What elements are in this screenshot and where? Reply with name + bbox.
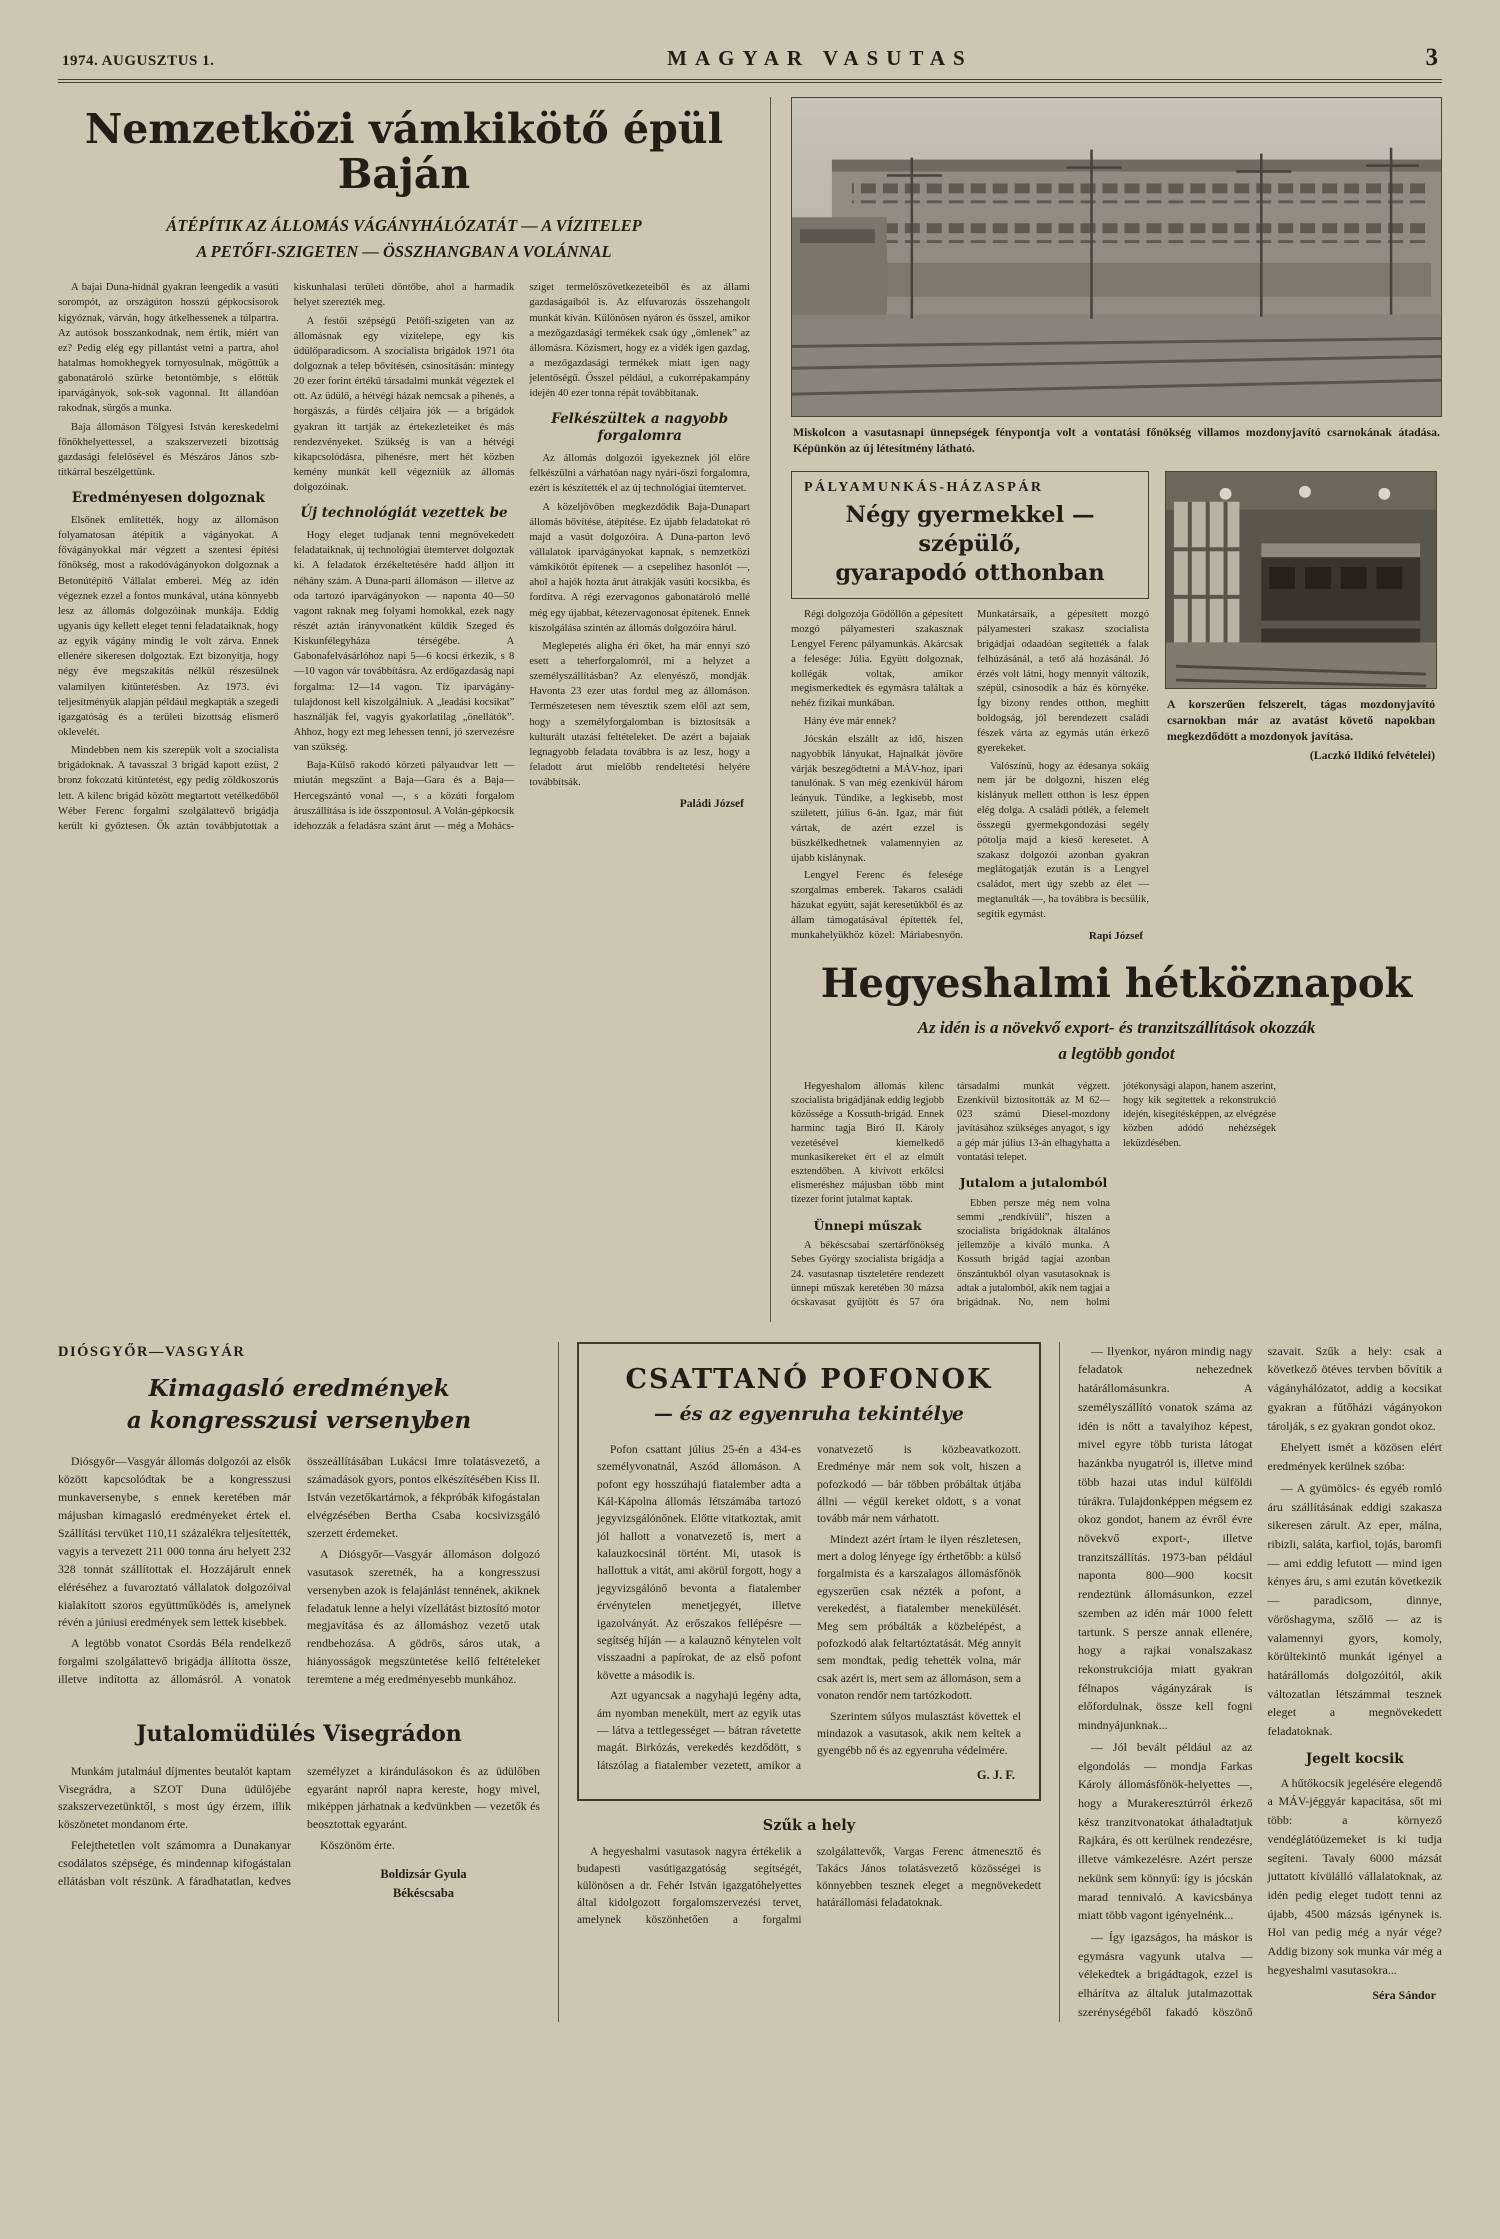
csattano-body [597, 1441, 1021, 1785]
newspaper-title: MAGYAR VASUTAS [667, 46, 973, 70]
csattano-article-box [577, 1342, 1041, 1801]
diosgyor-body [58, 1453, 540, 1690]
diosgyor-headline [88, 1373, 510, 1437]
lead-article [58, 97, 770, 1322]
hegyeshalom-subhead-line1: Az idén is a növekvő export- és tranzitszállítások okozzák [917, 1018, 1316, 1038]
paragraph: Jócskán elszállt az idő, hiszen nagyobbik lányukat, Hajnalkát jövőre várják beszegődtetni a MÁV-hoz, ipari tanulónak. S van még ezenkívül három leányuk. Tündike, a legkisebb, most született, július 6-án. Igaz, már fiút vártak, de azért ezzel is büszkélkedhetnek valamennyien az újabb kislánynak. [791, 733, 963, 864]
paragraph: A bajai Duna-hídnál gyakran leengedik a vasúti sorompót, az országúton hosszú gépkocsisorok kígyóznak, várván, hogy átkelhessenek a túlpartra. Az autósok bosszankodnak, nem értik, miért van ez? Pedig elég egy pillantást vetni a partra, ahol hatalmas homokhegyek tornyosulnak, mögöttük a gabonatároló szürke betontömbje, s előttük iparvágányok, sok-sok vagonnal. Itt állandóan rakodnak, sürgős a munka. [58, 282, 279, 415]
paragraph: Baja-Külső rakodó körzeti pályaudvar lett — miután megszűnt a Baja—Gara és a Baja—Hercegszántó vonal —, s a közúti forgalom áruszállítása is ide összpontosul. A Volán-gépkocsik idehozzák a feladásra szánt árut — még a Mohács-sziget termelőszövetkezeteiből és az állami gazdaságaiból is. Az elfuvarozás összehangolt munkát kíván. Különösen nyáron és ősszel, amikor a mezőgazdasági termékek csak úgy „ömlenek” az állomásra. Közismert, hogy ez a vidék igen gazdag, a mezőgazdasági termékek miatt igen nagy jelentőségű. Ősszel például, a cukorrépakampány idején 40 ezer tonna répát továbbítanak. [293, 282, 750, 832]
lead-intro [58, 280, 279, 480]
paragraph: Elsőnek említették, hogy az állomáson folyamatosan átépítik a vágányokat. A fővágányokkal már végzett a szentesi építési főnökség, most a rakodóvágányokon dolgoznak a Betonútépítő Vállalat emberei. Még az idén végeznek ezzel a fontos munkával, utána könnyebb lesz az állomás dolgozóinak munkája. Eddig ugyanis úgy kellett eleget tenni feladataiknak, hogy az egyik vágány mindig le volt zárva. Ennek ellenére sikeresen dolgoztak. Ezt bizonyítja, hogy négy éve megszakítás nélkül részesülnek valamilyen kitüntetésben. Az 1973. évi teljesítményük alapján például megkapták a szegedi igazgatóság és a területi bizottság elismerő oklevelét. [58, 515, 279, 738]
bottom-right-column [1060, 1342, 1442, 2022]
hegyeshalom-part2b [1268, 1774, 1443, 1980]
paragraph: Munkám jutalmául díjmentes beutalót kaptam Visegrádra, a SZOT Duna üdülőjébe szakszervezetünktől, s most úgy érzem, illik köszönetet mondanom érte. [58, 1763, 291, 1832]
palyamunkas-header-box [791, 471, 1149, 600]
photo-mozdonyjavito-csarnok-exterior [791, 97, 1442, 417]
diosgyor-paras [58, 1453, 540, 1690]
bottom-left-column [58, 1342, 558, 2022]
palyamunkas-paras [791, 608, 1149, 944]
bottom-center-column [558, 1342, 1060, 2022]
hegyeshalom-body-part2 [1078, 1342, 1442, 2022]
page-number: 3 [1425, 44, 1438, 71]
jutalomudules-place: Békéscsaba [392, 1885, 455, 1900]
right-column-stack [770, 97, 1442, 1322]
palyamunkas-body [791, 608, 1149, 944]
csattano-subtitle: — és az egyenruha tekintélye [654, 1402, 964, 1425]
lead-subhead-line2: A PETŐFI-SZIGETEN — ÖSSZHANGBAN A VOLÁNNAL [196, 241, 612, 261]
jutalomudules-signature-block [307, 1865, 540, 1903]
masthead-rule [58, 82, 1442, 83]
paragraph: Baja állomáson Tölgyesi István kereskedelmi főnökhelyettessel, a szakszervezeti bizottság gazdasági felelősével és Mészáros János szb-titkárral beszélgettünk. [58, 421, 279, 478]
lead-section2-heading: Új technológiát vezettek be [300, 505, 508, 522]
hegyeshalom-heading-unnepi: Ünnepi műszak [813, 1217, 922, 1233]
lead-subhead-line1: ÁTÉPÍTIK AZ ÁLLOMÁS VÁGÁNYHÁLÓZATÁT — A VÍZITELEP [166, 216, 642, 236]
paragraph: A hegyeshalmi vasutasok nagyra értékelik a budapesti vasútigazgatóság segítségét, különösen a dr. Fehér István igazgatóhelyettes által kidolgozott forgalomszervezési tervet, amelynek köszönhetően a forgalmi szolgálattevők, Vargas Ferenc átmenesztő és Takács János tolatásvezető közösségei is könnyebben tesznek eleget a megnövekedett határállomási feladatoknak. [577, 1845, 1041, 1926]
paragraph: — Így igazságos, ha máskor is egymásra vagyunk utalva — vélekedtek a brigádtagok, ezzel is elhárítva az általuk jutalmazottak szerénységéből fakadó köszönő szavait. Szűk a hely: csak a következő ötéves tervben bővítik a vágányhálózatot, addig a kocsikat gyakran a fűtőházi vágányokon tárolják, s ez gyakran gondot okoz. [1078, 1343, 1442, 2019]
photo2-caption [1167, 696, 1435, 764]
hegyeshalom-part3-paras [577, 1844, 1041, 1930]
lead-body [58, 280, 750, 834]
paragraph: A legtöbb vonatot Csordás Béla rendelkező forgalmi szolgálattevő brigádja állította össze, illetve indította az állomásról. A vonatok összeállításában Lukácsi Imre tolatásvezető, a számadások gyors, pontos elkészítésében Kiss II. István vezetőkartárnok, a fékpróbák kifogástalan elvégzésében Bertha Csaba kocsivizsgáló szerzett érdemeket. [58, 1454, 540, 1687]
paragraph: Mindezt azért írtam le ilyen részletesen, mert a dolog lényege így érthetőbb: a külső forgalmista és a karszalagos állomásfőnök egyszerűen csak nézték a pofont, a verekedést, a fiatalember menekülését. Meg sem próbálták a közbelépést, a pofozkodó alak feltartóztatását. Még annyit sem mondtak, pedig tehették volna, már csak azért is, mert sem az állomáson, sem a vonaton rendőr nem tartózkodott. [817, 1532, 1021, 1703]
lead-section1-heading: Eredményesen dolgoznak [71, 490, 265, 507]
palyamunkas-signature: Rapi József [1088, 929, 1143, 942]
paragraph: Azt ugyancsak a nagyhajú legény adta, ám nyomban menekült, mert az egyik utas — látva a tettlegességet — bátran rávetette magát. Birkózás, verekedés kezdődött, s látszólag a fiatalember vezetett, amikor a vonatvezető is közbeavatkozott. Eredménye már nem sok volt, hiszen a pofozkodó — bár többen próbáltak útjába állni — végül kereket oldott, s a vonat tovább már nem várhatott. [597, 1442, 1021, 1772]
paragraph: Diósgyőr—Vasgyár állomás dolgozói az elsők között kapcsolódtak be a kongresszusi munkaversenybe, s ennek keretében már májusban kimagasló eredményeket értek el. Szállítási tervüket 110,11 százalékra teljesítették, vagyis a tervezett 211 000 tonna áru helyett 232 328 tonnát szállítottak el. Hozzájárult ennek eléréséhez a fuvaroztató vállalatok dolgozóival kialakított szoros együttműködés is, amelynek révén a júniusi eredmények sem lettek kisebbek. [58, 1454, 291, 1630]
csattano-paras [597, 1441, 1021, 1785]
photo2-block [1165, 471, 1437, 945]
diosgyor-headline-line2: a kongresszusi versenyben [126, 1406, 472, 1434]
upper-section [58, 97, 1442, 1322]
csattano-signature: G. J. F. [976, 1767, 1015, 1782]
paragraph: Az állomás dolgozói igyekeznek jól előre felkészülni a várhatóan nagy nyári-őszi forgalomra, ezért is készítették el az új technológiai ütemtervet. [529, 453, 750, 495]
paragraph: Hegyeshalom állomás kilenc szocialista brigádjának eddig legjobb közössége a Kossuth-brigád. Ennek harminc tagja Biró II. Károly vezetésével kiemelkedő munkasikereket ért el az elmúlt esztendőben. A kivívott erkölcsi elismeréshez májusban több mint tízezer forint jutalmat kaptak. [791, 1080, 944, 1206]
csattano-title: CSATTANÓ POFONOK [625, 1363, 993, 1395]
paragraph: A Diósgyőr—Vasgyár állomáson dolgozó vasutasok szeretnék, ha a kongresszusi versenyben azok is felajánlást tennének, akiknek feladatuk lenne a helyi vízellátást biztosító motor megjavítása és az állomáshoz vezető utak rendbehozása. A gödrös, sáros utak, a hiányosságok megszüntetése kellő feltételeket teremtene a még eredményesebb munkához. [307, 1546, 540, 1687]
hegyeshalom-body-part1 [791, 1080, 1442, 1322]
jutalomudules-article [58, 1721, 540, 1903]
lead-signature: Paládi József [679, 798, 744, 811]
hegyeshalom-heading-szuk: Szűk a hely [762, 1816, 856, 1834]
paragraph: Pofon csattant július 25-én a 434-es személyvonatnál, Aszód állomáson. A pofont egy hosszúhajú fiatalember adta a Kál-Kápolna állomás létszámába tartozó jegyvizsgálónőnek. Előtte vitatkoztak, amit jól hallott a vonatvezető is, mert a kalauzkocsinál történt. Mi, utasok is hallottuk a vitát, ami akörül forgott, hogy a jegyvizsgálónő bevonta a fiatalember érvénytelen menetjegyét, illetve igazolványát. Az erőszakos fellépésre — segítség híján — a kalauznő kénytelen volt visszaadni a papírokat, de az első pofont követte a második is. [597, 1442, 801, 1682]
hegyeshalom-article-top [791, 960, 1442, 1322]
palyamunkas-article [791, 471, 1149, 945]
lead-subhead [58, 213, 750, 264]
paragraph: A festői szépségű Petőfi-szigeten van az állomásnak egy vízitelepe, egy kis üdülőparadicsom. A szocialista brigádok 1971 óta dolgoznak a telep bővítésén, csinosításán: mintegy 20 ezer forint értékű társadalmi munkát végeztek el ott. Az üdülő, a hétvégi házak nemcsak a pihenés, a horgászás, a fürdés céljaira jók — a brigádok gyakran itt tartják az értekezleteiket és más rendezvényeket. Szükség is van a hétvégi kikapcsolódásra, pihenésre, mert hét közben kemény munkát kell végezniük az állomás dolgozóinak. [293, 315, 515, 494]
lower-section [58, 1342, 1442, 2022]
paragraph: Köszönöm érte. [320, 1838, 395, 1853]
hegyeshalom-part3-body [577, 1844, 1041, 1930]
palyamunkas-kicker: PÁLYAMUNKÁS-HÁZASPÁR [804, 479, 1044, 495]
jutalomudules-headline: Jutalomüdülés Visegrádon [136, 1720, 462, 1747]
paragraph: Valószínű, hogy az édesanya sokáig nem jár be dolgozni, hiszen elég kislányuk mellett otthon is lesz éppen elég dolga. A családi pótlék, a felemelt összegű gyermekgondozási segély pótolja majd a kieső keresetet. A szakasz dolgozói azonban gyakran meglátogatják ezután is a Lengyel családot, mert úgy szebb az élet — megtanulták —, ha továbbra is becsülik, segítik egymást. [977, 760, 1149, 920]
hegyeshalom-heading-jutalom: Jutalom a jutalomból [959, 1174, 1108, 1190]
paragraph: Lengyel Ferenc és felesége szorgalmas emberek. Takaros családi házukat együtt, saját keresetükből és az állam támogatásával építették fel, munkahelyükhöz közel: Máriabesnyőn. Munkatársaik, a gépesített mozgó pályamesteri szakasz szocialista brigádjai odaadóan segítették a falak felhúzásánál, a tető alá hozásánál. Jó érzés volt látni, hogy mennyit változik, szépül, csinosodik a ház és környéke. Így bizony rendes otthon, meghitt boldogság, jól berendezett családi fészek várta az egymás után érkező gyerekeket. [791, 609, 1149, 941]
jutalomudules-signature: Boldizsár Gyula [380, 1867, 467, 1882]
hegyeshalom-headline: Hegyeshalmi hétköznapok [820, 960, 1413, 1008]
diosgyor-kicker: DIÓSGYŐR—VASGYÁR [58, 1343, 246, 1360]
hegyeshalom-subhead-line2: a legtöbb gondot [1058, 1044, 1175, 1064]
paragraph: Mindebben nem kis szerepük volt a szocialista brigádoknak. A tavasszal 3 brigád kapott ezüst, 2 bronz fokozatú kitüntetést, egy pedig zöldkoszorús lett. A kilenc brigád között megtartott vetélkedőből Wéber Ferenc forgalmi szolgálattevő brigádja került ki győztesen. Ők aztán továbbjutottak a kiskunhalasi területi döntőbe, ahol a harmadik helyet szerezték meg. [58, 282, 515, 832]
paragraph: A közeljövőben megkezdődik Baja-Dunapart állomás bővítése, átépítése. Ez újabb feladatokat ró majd a vasút dolgozóira. A Duna-parton levő vállalatok iparvágányokat kapnak, s nemzetközi vámkikötőt építenek — a csepelihez hasonlót —, ahol a hajók hozta árut átrakják vasúti kocsikba, és fordítva. A régi ezervagonos gabonatároló mellé még egy újabbat, kétezervagonosat építenek. Ennek kiszolgálása szintén az állomás dolgozóira hárul. [529, 501, 750, 634]
paragraph: Ebben persze még nem volna semmi „rendkívüli”, hiszen a szocialista brigádoknak általános jellemzője a kiváló munka. A Kossuth brigád tagjai azonban önszántukból olyan vasutasoknak is adtak a jutalomból, akik nem tagjai a brigádnak. No, nem holmi jótékonysági alapon, hanem aszerint, hogy kik segítettek a rekonstrukció idején, kisegítésképpen, az elvégzése közben adódó nehézségek leküzdésében. [957, 1080, 1276, 1309]
diosgyor-article [58, 1344, 540, 1691]
jutalomudules-body [58, 1763, 540, 1903]
paragraph: Szerintem súlyos mulasztást követtek el mindazok a vasutasok, akik nem keltek a gyengébb nő és az egyenruha védelmére. [817, 1709, 1021, 1758]
paragraph: Régi dolgozója Gödöllőn a gépesített mozgó pályamesteri szakasznak Lengyel Ferenc pályamunkás. Akárcsak a felesége: Júlia. Együtt dolgoznak, kollégák voltak, amikor megismerkedtek és egymásra találtak a nehéz fizikai munkában. [791, 609, 963, 710]
paragraph: Felejthetetlen volt számomra a Dunakanyar csodálatos szépsége, és mindennap kifogástalan ellátásban volt részünk. A fáradhatatlan, kedves személyzet a kirándulásokon és az üdülőben egyaránt napról napra kereste, hogy mivel, miképpen járhatnak a kedvünkben — vezetők és beosztottak egyaránt. [58, 1763, 540, 1889]
paragraph: A békéscsabai szertárfőnökség Sebes György szocialista brigádja a 24. vasutasnap tiszteletére rendezett ünnepi műszak keretében 30 mázsa ócskavasat gyűjtött és 57 óra társadalmi munkát végzett. Ezenkívül biztosították az M 62—023 számú Diesel-mozdony javításához szükséges anyagot, s így a gép már július 13-án elhagyhatta a vontatási telepet. [791, 1080, 1110, 1309]
palyamunkas-headline [804, 501, 1136, 589]
hegyeshalom-heading-jegelt: Jegelt kocsik [1305, 1750, 1404, 1767]
hegyeshalom-part3 [577, 1817, 1041, 1930]
palyamunkas-headline-line1: Négy gyermekkel — szépülő, [845, 501, 1095, 557]
palyamunkas-row [791, 471, 1442, 945]
photo1-caption: Miskolcon a vasutasnapi ünnepségek fénypontja volt a vontatási főnökség villamos mozdonyjavító csarnokának átadása. Képünkön az új létesítmény látható. [793, 425, 1440, 456]
lead-section3 [529, 451, 750, 790]
palyamunkas-headline-line2: gyarapodó otthonban [835, 560, 1105, 587]
paragraph: — A gyümölcs- és egyéb romló áru szállításának eddigi szakasza sikeresen zárult. Az eper, málna, ribizli, saláta, karfiol, tojás, baromfi — ami eddig lefutott — mind igen kényes áru, s ami ezután következik — paradicsom, dinnye, vöröshagyma, szőlő — az is valamennyi gyors, komoly, körültekintő munkát igényel a határállomás dolgozóitól, akik változatlan létszámmal tesznek eleget a megnövekedett feladatoknak. [1267, 1480, 1442, 1739]
lead-headline: Nemzetközi vámkikötő épül Baján [84, 105, 724, 199]
hegyeshalom-subhead [791, 1015, 1442, 1068]
paragraph: Hány éve már ennek? [804, 716, 897, 728]
masthead [58, 44, 1442, 80]
photo2-credit: (Laczkó Ildikó felvételei) [1309, 748, 1435, 763]
paragraph: Meglepetés aligha éri őket, ha már ennyi szó esett a teherforgalomról, mi a helyzet a személyszállításban? Az elenyésző, mondják. Havonta 23 ezer utas fordul meg az állomáson. Természetesen nem tévesztik szem elől azt sem, hogy a személyforgalomban is biztosítsák a kulturált utazási feltételeket. De azért a bajaiak legnagyobb feladata továbbra is az lesz, hogy a feladott árut mielőbb rendeltetési helyére továbbítsák. [529, 640, 750, 789]
paragraph: A hűtőkocsik jegelésére elegendő a MÁV-jéggyár kapacitása, sőt mi több: a környező vendéglátóüzemeket is ki tudja segíteni. Tavaly 6000 mázsát juttatott kívülálló vállalatoknak, az idén pedig eleget tudott tenni az újabb, 4500 mázsás igénynek is. Hol van pedig még a nyár vége? Addig bizony sok munka vár még a hegyeshalmi vasutasokra... [1267, 1775, 1442, 1977]
paragraph: Hogy eleget tudjanak tenni megnövekedett feladataiknak, új technológiai ütemtervet dolgoztak ki. A feladatok érzékeltetésére hadd álljon itt néhány szám. A Duna-parti állomáson — illetve az oda tartozó iparvágányokon — naponta 40—50 vagont raknak meg folyami homokkal, ezek nagy részét aztán irányvonatként küldik Szeged és Kiskunfélegyháza térségébe. A Gabonafelvásárlóhoz napi 5—6 kocsi érkezik, s 8—10 vagon vár továbbításra. Az erdőgazdaság napi forgalma: 12—14 vagon. Tíz iparvágány-tulajdonost kell kiszolgálniuk. A „leadási kocsikat” használják fel, vagyis gyakorlatilag „önellátók”. Ahhoz, hogy ezt meg lehessen tenni, jó szervezésre van szükség. [293, 530, 515, 754]
photo2-caption-text: A korszerűen felszerelt, tágas mozdonyjavító csarnokban már az avatást követő napokban megkezdődött a mozdonyok javítása. [1167, 696, 1435, 744]
lead-section3-heading: Felkészültek a nagyobb forgalomra [551, 411, 729, 445]
hegyeshalom-part1a [791, 1080, 944, 1208]
paragraph: — Jól bevált például az az elgondolás — mondja Farkas Károly állomásfőnök-helyettes —, hogy a Murakeresztúrról érkező kész tranzitvonatokat áthaladtatjuk Rajkára, és ott kerülnek rendezésre, illetve vámkezelésre. Azért persze nekünk sem könnyű: így is jócskán marad tennivaló. A kavicsbánya miatt több vagont igényelnénk... [1078, 1739, 1253, 1923]
photo-mozdonyjavito-csarnok-interior [1165, 471, 1437, 689]
issue-date: 1974. AUGUSZTUS 1. [62, 53, 215, 69]
paragraph: — Ilyenkor, nyáron mindig nagy feladatok nehezednek határállomásunkra. A személyszállító vonatok száma az idén is nőtt a tavalyihoz képest, mivel egyre több turista látogat hazánkba nyugatról is, illetve mind több hazai utas indul külföldi túrákra. Tulajdonképpen mégsem ez okoz gondot, hanem az évről évre növekvő export-, illetve tranzitszállítás. 1973-ban például naponta 800—900 kocsit rendeztünk állomásunkon, ezzel szemben az idén már 1000 felett tartunk. S persze annak ellenére, hogy a rajkai vonalszakasz rekonstrukciója miatt gyakran félnapos vágányzárak is előfordulnak, össze kell fogni mindnyájunknak... [1078, 1343, 1253, 1733]
paragraph: Ehelyett ismét a közösen elért eredmények kerülnek szóba: [1267, 1440, 1442, 1474]
diosgyor-headline-line1: Kimagasló eredmények [148, 1374, 450, 1402]
hegyeshalom-signature: Séra Sándor [1372, 1987, 1436, 2002]
